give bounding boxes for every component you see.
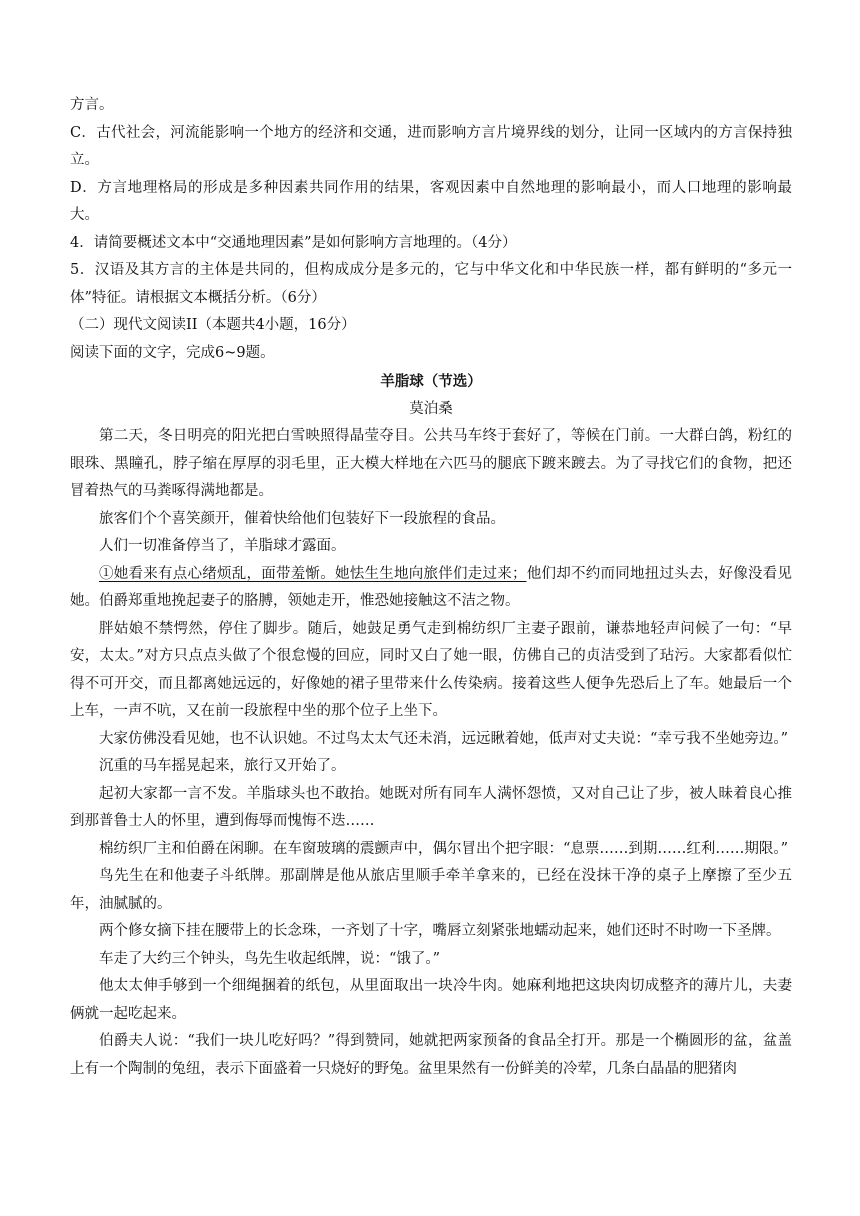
story-paragraph-4	[70, 561, 792, 616]
story-title: 羊脂球（节选）	[380, 373, 482, 390]
story-paragraph-13: 他太太伸手够到一个细绳捆着的纸包，从里面取出一块冷牛肉。她麻利地把这块肉切成整齐的薄片儿，夫妻俩就一起吃起来。	[70, 978, 792, 1022]
story-paragraph-14: 伯爵夫人说：“我们一块儿吃好吗？”得到赞同，她就把两家预备的食品全打开。那是一个椭圆形的盆，盆盖上有一个陶制的兔纽，表示下面盛着一只烧好的野兔。盆里果然有一份鲜美的冷荤，几条白晶晶的肥猪肉	[70, 1033, 792, 1077]
underlined-sentence-1: ①她看来有点心绪烦乱，面带羞惭。她怯生生地向旅伴们走过来；	[99, 565, 527, 582]
question-3-option-c: C．古代社会，河流能影响一个地方的经济和交通，进而影响方言片境界线的划分，让同一区域内的方言保持独立。	[70, 124, 792, 168]
question-3-option-d: D．方言地理格局的形成是多种因素共同作用的结果，客观因素中自然地理的影响最小，而人口地理的影响最大。	[70, 179, 792, 223]
question-4: 4．请简要概述文本中“交通地理因素”是如何影响方言地理的。（4分）	[70, 234, 517, 251]
story-author: 莫泊桑	[409, 400, 453, 417]
story-paragraph-5: 胖姑娘不禁愕然，停住了脚步。随后，她鼓足勇气走到棉纺织厂主妻子跟前，谦恭地轻声问候了一句：“早安，太太。”对方只点点头做了个很怠慢的回应，同时又白了她一眼，仿佛自己的贞洁受到了玷污。大家都看似忙得不可开交，而且都离她远远的，好像她的裙子里带来什么传染病。接着这些人便争先恐后上了车。她最后一个上车，一声不吭，又在前一段旅程中坐的那个位子上坐下。	[70, 620, 792, 719]
question-3-option-b-tail: 方言。	[70, 97, 114, 113]
story-paragraph-10: 鸟先生在和他妻子斗纸牌。那副牌是他从旅店里顺手牵羊拿来的，已经在没抹干净的桌子上摩擦了至少五年，油腻腻的。	[70, 868, 792, 912]
story-paragraph-7: 沉重的马车摇晃起来，旅行又开始了。	[99, 758, 346, 774]
story-paragraph-2: 旅客们个个喜笑颜开，催着快给他们包装好下一段旅程的食品。	[99, 510, 505, 527]
story-paragraph-6: 大家仿佛没看见她，也不认识她。不过鸟太太气还未消，远远瞅着她，低声对丈夫说：“幸亏我不坐她旁边。”	[99, 730, 789, 747]
story-paragraph-12: 车走了大约三个钟头，鸟先生收起纸牌，说：“饿了。”	[99, 950, 441, 967]
story-paragraph-11: 两个修女摘下挂在腰带上的长念珠，一齐划了十字，嘴唇立刻紧张地蠕动起来，她们还时不时吻一下圣牌。	[99, 923, 781, 939]
question-5: 5．汉语及其方言的主体是共同的，但构成成分是多元的，它与中华文化和中华民族一样，都有鲜明的“多元一体”特征。请根据文本概括分析。（6分）	[70, 262, 792, 306]
story-paragraph-9: 棉纺织厂主和伯爵在闲聊。在车窗玻璃的震颤声中，偶尔冒出个把字眼：“息票……到期……红利……期限。”	[99, 840, 789, 857]
story-paragraph-4-rest: 他们却不约而同地扭过头去，好像没看见她。伯爵郑重地挽起妻子的胳膊，领她走开，惟恐她接触这不洁之物。	[70, 565, 792, 609]
story-paragraph-3: 人们一切准备停当了，羊脂球才露面。	[99, 538, 346, 554]
story-paragraph-8: 起初大家都一言不发。羊脂球头也不敢抬。她既对所有同车人满怀怨愤，又对自己让了步，被人昧着良心推到那普鲁士人的怀里，遭到侮辱而愧悔不迭……	[70, 785, 792, 829]
section-instruction: 阅读下面的文字，完成6~9题。	[70, 344, 275, 361]
document-page	[70, 92, 792, 1083]
section-heading: （二）现代文阅读II（本题共4小题，16分）	[70, 317, 356, 333]
story-paragraph-1: 第二天，冬日明亮的阳光把白雪映照得晶莹夺目。公共马车终于套好了，等候在门前。一大群白鸽，粉红的眼珠、黑瞳孔，脖子缩在厚厚的羽毛里，正大模大样地在六匹马的腿底下踱来踱去。为了寻找它们的食物，把还冒着热气的马粪啄得满地都是。	[70, 428, 792, 499]
